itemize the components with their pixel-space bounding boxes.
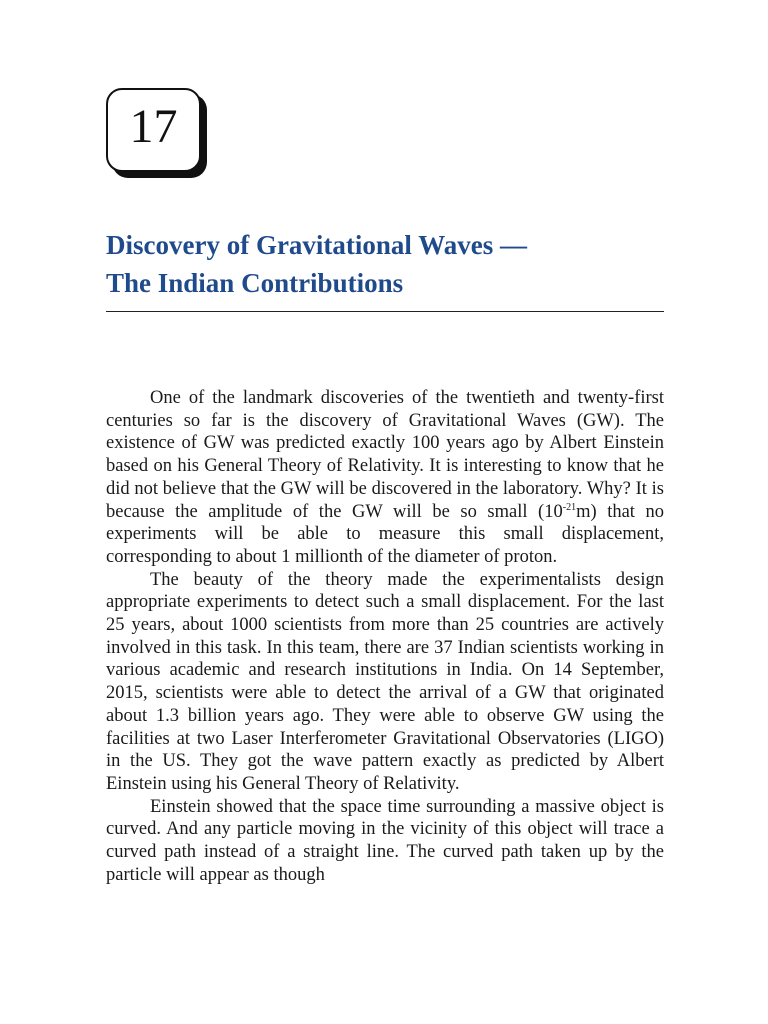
title-divider: [106, 311, 664, 312]
chapter-title-line-2: The Indian Contributions: [106, 268, 404, 298]
chapter-title: [106, 226, 666, 302]
chapter-body: [106, 387, 664, 886]
paragraph-1: [106, 387, 664, 569]
paragraph-3: Einstein showed that the space time surrounding a massive object is curved. And any particle moving in the vicinity of this object will trace a curved path instead of a straight line. The curved path taken up by the particle will appear as though: [106, 796, 664, 885]
chapter-number: 17: [129, 100, 178, 153]
paragraph-1-part-1: One of the landmark discoveries of the twentieth and twenty-first centuries so far is the discovery of Gravitational Waves (GW). The existence of GW was predicted exactly 100 years ago by Albert Einstein based on his General Theory of Relativity. It is interesting to know that he did not believe that the GW will be discovered in the laboratory. Why? It is because the amplitude of the GW will be so small (10: [106, 388, 664, 522]
chapter-badge-frame: [106, 88, 201, 172]
chapter-title-line-1: Discovery of Gravitational Waves —: [106, 230, 527, 260]
paragraph-2: The beauty of the theory made the experimentalists design appropriate experiments to detect such a small displacement. For the last 25 years, about 1000 scientists from more than 25 countries are actively involved in this task. In this team, there are 37 Indian scientists working in various academic and research institutions in India. On 14 September, 2015, scientists were able to detect the arrival of a GW that originated about 1.3 billion years ago. They were able to observe GW using the facilities at two Laser Interferometer Gravitational Observatories (LIGO) in the US. They got the wave pattern exactly as predicted by Albert Einstein using his General Theory of Relativity.: [106, 569, 664, 794]
chapter-number-badge: [106, 88, 210, 182]
paragraph-1-part-2: m) that no experiments will be able to measure this small displacement, corresponding to about 1 millionth of the diameter of proton.: [106, 501, 665, 567]
exponent-superscript: -21: [562, 501, 577, 513]
